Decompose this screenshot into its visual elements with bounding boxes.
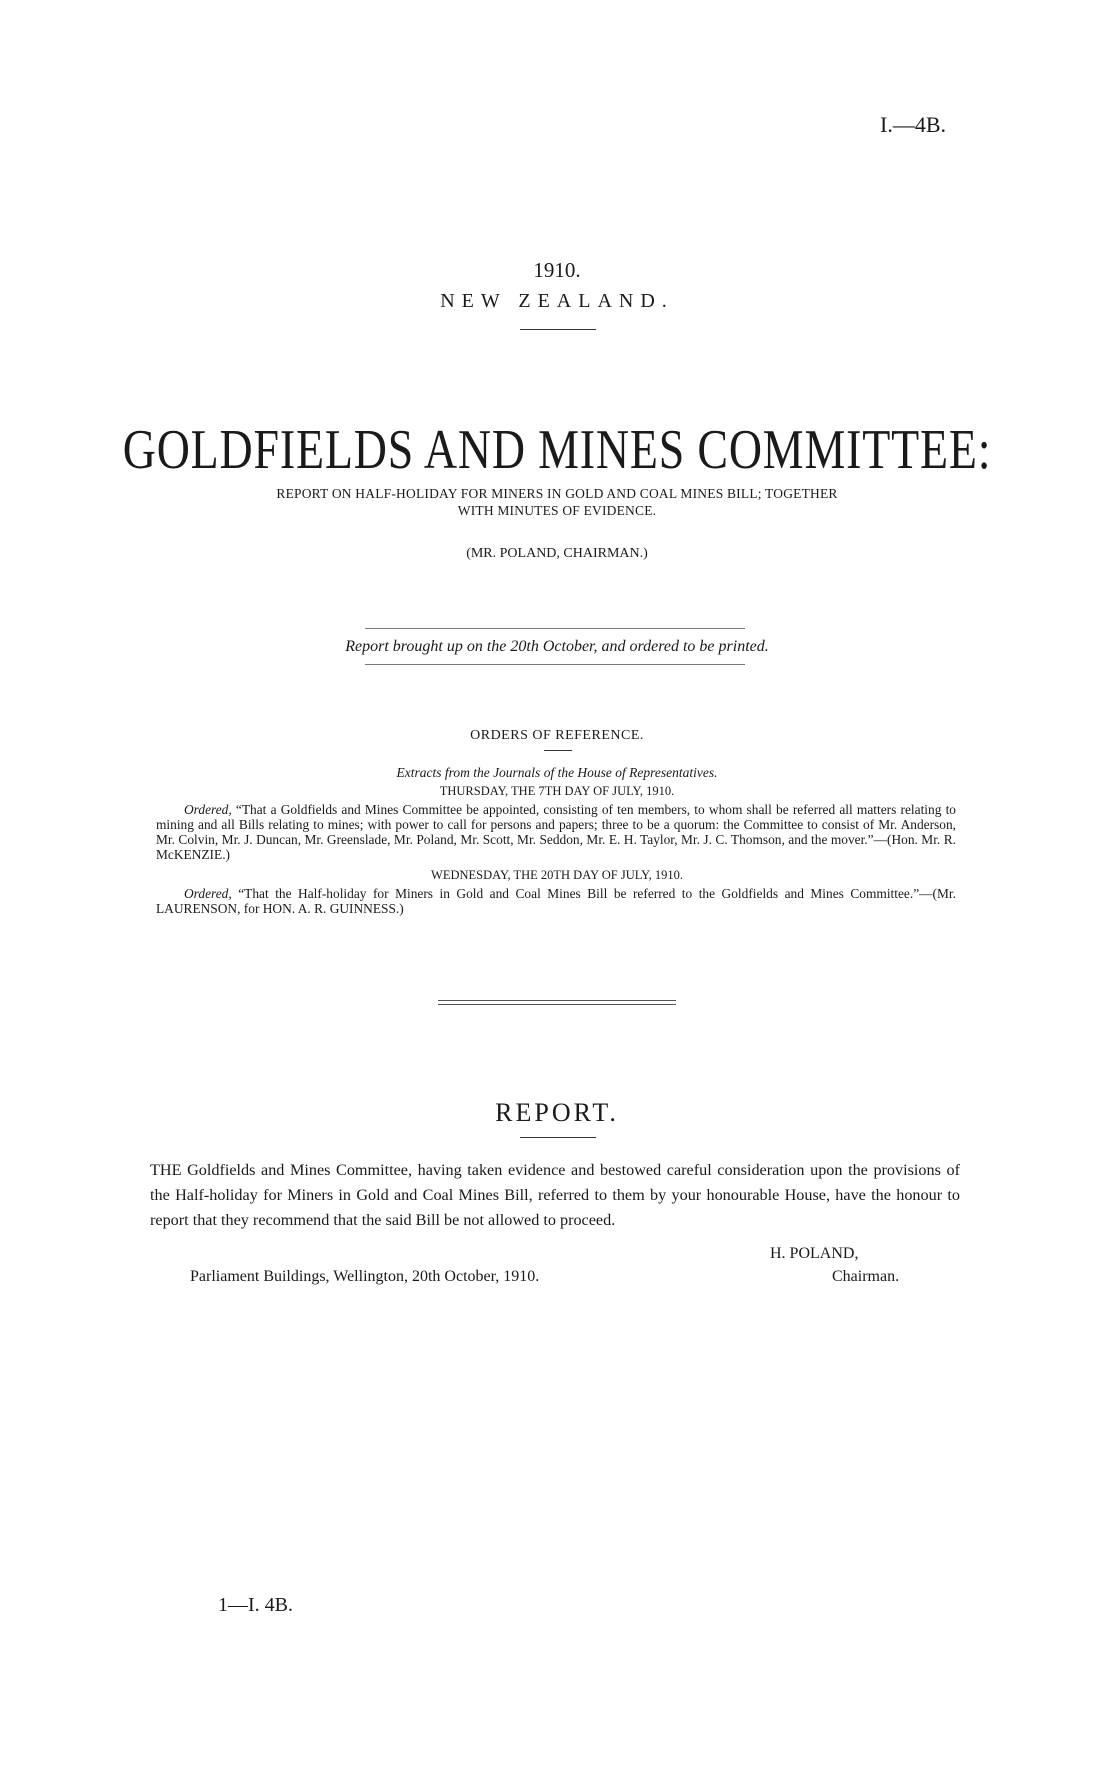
report-body: THE Goldfields and Mines Committee, having taken evidence and bestowed careful consideration upon the provisions of the Half-holiday for Miners in Gold and Coal Mines Bill, referred to them by your honourable House, have the honour to report that they recommend that the said Bill be not allowed to proceed.	[150, 1161, 960, 1229]
document-reference: I.—4B.	[880, 112, 946, 137]
order-paragraph-1	[156, 802, 956, 862]
order-text: “That a Goldfields and Mines Committee be appointed, consisting of ten members, to whom shall be referred all matters relating to mining and all Bills relating to mines; with power to call for persons and papers; three to be a quorum: the Committee to consist of Mr. Anderson, Mr. Colvin, Mr. J. Duncan, Mr. Greenslade, Mr. Poland, Mr. Scott, Mr. Seddon, Mr. E. H. Taylor, Mr. J. C. Thomson, and the mover.”—(Hon. Mr. R. McKENZIE.)	[156, 802, 956, 862]
order-lead: Ordered,	[184, 886, 232, 901]
signatory-name: H. POLAND,	[770, 1245, 859, 1262]
divider-rule	[365, 628, 745, 629]
signatory-title: Chairman.	[832, 1268, 900, 1285]
divider-rule	[520, 329, 596, 330]
chairman-note: (MR. POLAND, CHAIRMAN.)	[466, 546, 648, 561]
divider-rule	[365, 664, 745, 665]
country: NEW ZEALAND.	[440, 290, 674, 312]
order-text: “That the Half-holiday for Miners in Gold and Coal Mines Bill be referred to the Goldfields and Mines Committee.”—(Mr. LAURENSON, for HON. A. R. GUINNESS.)	[156, 886, 956, 916]
page-title: GOLDFIELDS AND MINES COMMITTEE:	[122, 419, 992, 481]
divider-rule	[544, 750, 572, 751]
report-brought-up-note: Report brought up on the 20th October, and ordered to be printed.	[345, 638, 769, 655]
place-and-date: Parliament Buildings, Wellington, 20th October, 1910.	[190, 1268, 540, 1285]
order-paragraph-2	[156, 886, 956, 916]
double-divider-rule	[438, 1000, 676, 1005]
order-date-2: WEDNESDAY, THE 20TH DAY OF JULY, 1910.	[431, 868, 683, 882]
order-date-1: THURSDAY, THE 7TH DAY OF JULY, 1910.	[439, 784, 675, 798]
orders-heading: ORDERS OF REFERENCE.	[470, 728, 644, 743]
subtitle-line-2: WITH MINUTES OF EVIDENCE.	[457, 503, 657, 518]
extracts-heading: Extracts from the Journals of the House of Representatives.	[396, 765, 718, 780]
order-lead: Ordered,	[184, 802, 232, 817]
year: 1910.	[533, 258, 581, 282]
divider-rule	[520, 1137, 596, 1138]
report-heading: REPORT.	[495, 1098, 619, 1127]
subtitle-line-1: REPORT ON HALF-HOLIDAY FOR MINERS IN GOLD AND COAL MINES BILL; TOGETHER	[276, 486, 838, 501]
footer-reference: 1—I. 4B.	[218, 1594, 293, 1616]
